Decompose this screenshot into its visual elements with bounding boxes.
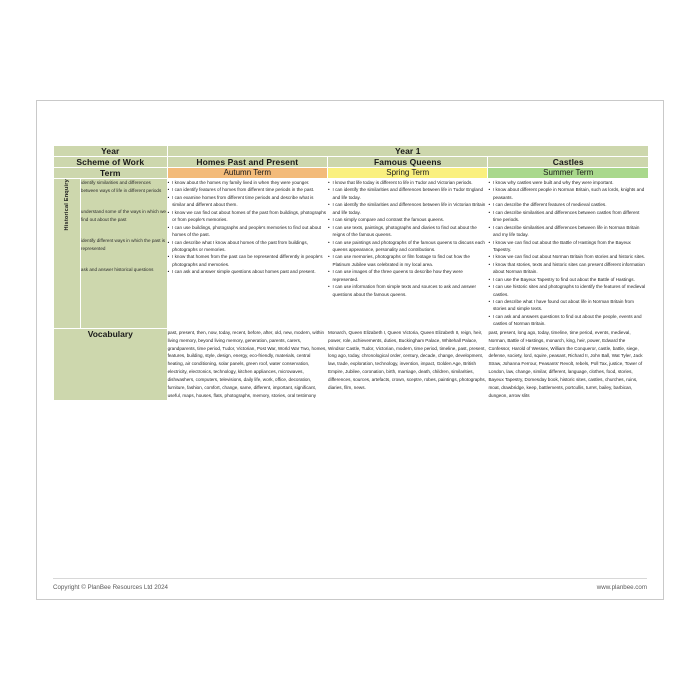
list-item: • I can identify features of homes from different time periods in the past. [168,186,327,193]
list-item: • I can ask and answers questions to find out about the people, events and castles of Norman Britain. [488,313,648,328]
subject-label-vertical [54,179,81,329]
list-item: • I know that homes from the past can be represented differently in people's photographs and memories. [168,253,327,268]
list-item: • I can describe similarities and differences between life in Norman Britain and my life today. [488,224,648,239]
term-autumn: Autumn Term [167,168,327,179]
list-item: • I can use paintings and photographs of the famous queens to discuss each queens appearance, personality and contributions. [328,239,487,254]
list-item: • I can examine homes from different time periods and describe what is similar and different about them. [168,194,327,209]
vocabulary-queens: Monarch, Queen Elizabeth I, Queen Victoria, Queen Elizabeth II, reign, heir, power, role, achievements, duties, Buckingham Palace, Whitehall Palace, Windsor Castle, Tudor, Victorian, modern, time period, timeline, past, present, long ago, today, chronological order, century, decade, change, development, law, trade, exploration, technology, invention, impact, Golden Age, British Empire, Jubilee, coronation, birth, marriage, death, children, similarities, differences, sources, artefacts, crown, sceptre, robes, paintings, photographs, diaries, film, news. [328,328,488,400]
vocabulary-castles: past, present, long ago, today, timeline, time period, events, medieval, Norman, Battle of Hastings, monarch, king, heir, power, Edward the Confessor, Harold of Wessex, William the Conqueror, castle, battle, siege, defense, society, lord, squire, peasant, Richard II, John Ball, Wat Tyler, Jack Straw, Johanna Ferrour, Peasants' Revolt, rebels, Poll Tax, justice, Tower of London, law, change, similar, different, language, clothes, food, stories, Bayeux Tapestry, Domesday book, historic sites, castles, churches, ruins, moat, drawbridge, keep, battlements, portcullis, turret, bailey, barbican, dungeon, arrow slits [488,328,649,400]
table-row-year [54,146,649,157]
list-item: • I can describe what I have found out about life in Norman Britain from stories and simple texts. [488,298,648,313]
list-item: • I know that life today is different to life in Tudor and Victorian periods. [328,179,487,186]
list-item: • I know we can find out about homes of the past from buildings, photographs or from people's memories. [168,209,327,224]
list-item: • I know we can find out about the Battle of Hastings from the Bayeux Tapestry. [488,239,648,254]
row-label-scheme: Scheme of Work [54,157,168,168]
scheme-homes: Homes Past and Present [167,157,327,168]
row-label-vocabulary: Vocabulary [54,328,168,400]
table-row-term [54,168,649,179]
list-item: • I can identify the similarities and differences between life in Tudor England and life today. [328,186,487,201]
website-link[interactable]: www.planbee.com [596,584,647,591]
objective-item: identify different ways in which the past is represented [80,238,166,252]
list-item: • I can use the Bayeux Tapestry to find out about the Battle of Hastings. [488,276,648,283]
list-item: • I can use buildings, photographs and people's memories to find out about homes of the past. [168,224,327,239]
list-item: • I can use images of the three queens to describe how they were represented. [328,268,487,283]
list-item: • I can ask and answer simple questions about homes past and present. [168,268,327,275]
sheet-footer [53,578,647,591]
objective-item: identify similarities and differences between ways of life in different periods [80,180,162,194]
statements-queens [328,179,488,329]
year-value: Year 1 [167,146,648,157]
list-item: • I can use historic sites and photographs to identify the features of medieval castles. [488,283,648,298]
objectives-cell [80,179,167,329]
scheme-castles: Castles [488,157,649,168]
statement-list [328,179,487,298]
objective-item: ask and answer historical questions [80,267,154,273]
table-row-vocabulary [54,328,649,400]
scheme-queens: Famous Queens [328,157,488,168]
list-item: • I can use memories, photographs or film footage to find out how the Platinum Jubilee was celebrated in my local area. [328,253,487,268]
list-item: • I can identify the similarities and differences between life in Victorian Britain and life today. [328,201,487,216]
list-item: • I can simply compare and contrast the famous queens. [328,216,487,223]
table-row-scheme [54,157,649,168]
term-spring: Spring Term [328,168,488,179]
curriculum-table [53,145,649,401]
curriculum-sheet [36,100,664,600]
list-item: • I can describe similarities and differences between castles from different time periods. [488,209,648,224]
objective-item: understand some of the ways in which we find out about the past [80,209,166,223]
vocabulary-homes: past, present, then, now, today, recent, before, after, old, new, modern, within living memory, beyond living memory, generation, parents, carers, grandparents, time period, Tudor, Victorian, Post War, World War Two, homes, features, building, style, design, energy, eco-friendly, materials, central heating, air conditioning, solar panels, green roof, water conservation, electricity, electronics, technology, kitchen appliances, microwaves, dishwashers, computers, televisions, daily life, work, office, decoration, furniture, fashion, comfort, change, same, different, important, significant, useful, maps, houses, flats, photographs, memory, stories, oral testimony [167,328,327,400]
statements-homes [167,179,327,329]
term-summer: Summer Term [488,168,649,179]
list-item: • I know we can find out about Norman Britain from stories and historic sites. [488,253,648,260]
list-item: • I know about the homes my family lived in when they were younger. [168,179,327,186]
list-item: • I know why castles were built and why they were important. [488,179,648,186]
row-label-year: Year [54,146,168,157]
table-row-objectives [54,179,649,329]
list-item: • I can use texts, paintings, photographs and diaries to find out about the reigns of the famous queens. [328,224,487,239]
subject-label-text: Historical Enquiry [63,179,70,231]
copyright-text: Copyright © PlanBee Resources Ltd 2024 [53,584,168,591]
row-label-term: Term [54,168,168,179]
list-item: • I know that stories, texts and historic sites can present different information about Norman Britain. [488,261,648,276]
list-item: • I can use information from simple texts and sources to ask and answer questions about the famous queens. [328,283,487,298]
list-item: • I know about different people in Norman Britain, such as lords, knights and peasants. [488,186,648,201]
list-item: • I can describe the different features of medieval castles. [488,201,648,208]
statements-castles [488,179,649,329]
statement-list [168,179,327,276]
list-item: • I can describe what I know about homes of the past from buildings, photographs or memories. [168,239,327,254]
statement-list [488,179,648,328]
